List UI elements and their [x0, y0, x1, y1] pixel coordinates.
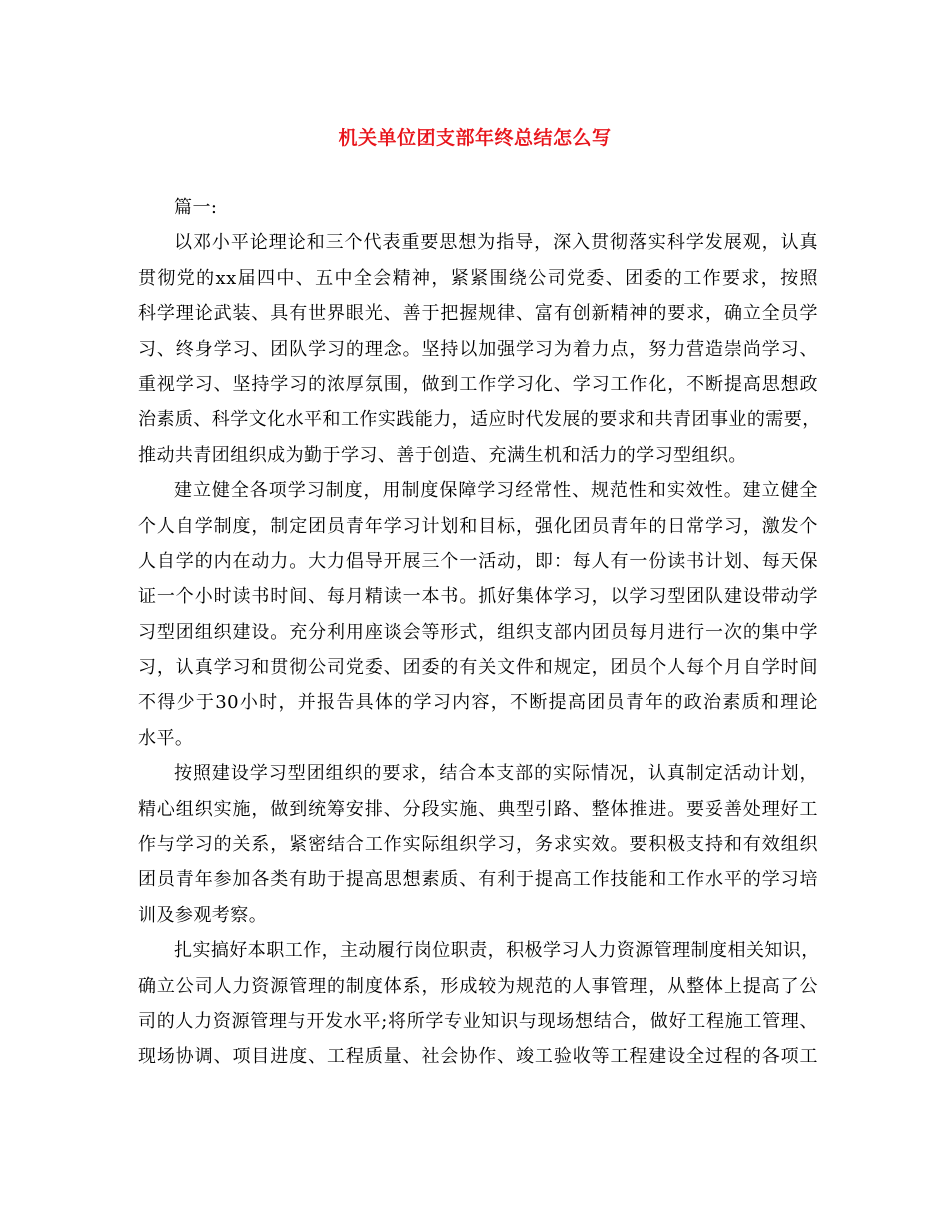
text-line: 重视学习、坚持学习的浓厚氛围，做到工作学习化、学习工作化，不断提高思想政 — [138, 373, 818, 395]
text-line: 贯彻党的xx届四中、五中全会精神，紧紧围绕公司党委、团委的工作要求，按照 — [138, 267, 818, 289]
text-line: 水平。 — [138, 727, 194, 749]
text-line: 不得少于30小时，并报告具体的学习内容，不断提高团员青年的政治素质和理论 — [138, 692, 818, 714]
text-line: 推动共青团组织成为勤于学习、善于创造、充满生机和活力的学习型组织。 — [138, 444, 747, 466]
text-line: 按照建设学习型团组织的要求，结合本支部的实际情况，认真制定活动计划， — [174, 763, 818, 785]
text-line: 扎实搞好本职工作，主动履行岗位职责，积极学习人力资源管理制度相关知识， — [174, 940, 820, 962]
text-line: 习型团组织建设。充分利用座谈会等形式，组织支部内团员每月进行一次的集中学 — [138, 621, 818, 643]
document-title: 机关单位团支部年终总结怎么写 — [338, 127, 612, 149]
text-line: 科学理论武装、具有世界眼光、善于把握规律、富有创新精神的要求，确立全员学 — [138, 303, 818, 325]
text-line: 训及参观考察。 — [138, 904, 268, 926]
text-line: 团员青年参加各类有助于提高思想素质、有利于提高工作技能和工作水平的学习培 — [138, 869, 818, 891]
text-line: 习，认真学习和贯彻公司党委、团委的有关文件和规定，团员个人每个月自学时间 — [138, 657, 818, 679]
text-line: 司的人力资源管理与开发水平;将所学专业知识与现场想结合，做好工程施工管理、 — [138, 1010, 818, 1032]
text-line: 确立公司人力资源管理的制度体系，形成较为规范的人事管理，从整体上提高了公 — [138, 975, 818, 997]
text-line: 现场协调、项目进度、工程质量、社会协作、竣工验收等工程建设全过程的各项工 — [138, 1046, 818, 1068]
text-line: 以邓小平论理论和三个代表重要思想为指导，深入贯彻落实科学发展观，认真 — [174, 232, 818, 254]
text-line: 作与学习的关系，紧密结合工作实际组织学习，务求实效。要积极支持和有效组织 — [138, 834, 818, 856]
text-line: 习、终身学习、团队学习的理念。坚持以加强学习为着力点，努力营造崇尚学习、 — [138, 338, 818, 360]
document-body — [138, 190, 821, 1075]
text-line: 个人自学制度，制定团员青年学习计划和目标，强化团员青年的日常学习，激发个 — [138, 515, 818, 537]
text-line: 篇一: — [174, 197, 218, 218]
text-line: 人自学的内在动力。大力倡导开展三个一活动，即：每人有一份读书计划、每天保 — [138, 550, 818, 572]
text-line: 精心组织实施，做到统筹安排、分段实施、典型引路、整体推进。要妥善处理好工 — [138, 798, 818, 820]
text-line: 证一个小时读书时间、每月精读一本书。抓好集体学习，以学习型团队建设带动学 — [138, 586, 818, 608]
text-line: 治素质、科学文化水平和工作实践能力，适应时代发展的要求和共青团事业的需要， — [138, 409, 821, 431]
text-line: 建立健全各项学习制度，用制度保障学习经常性、规范性和实效性。建立健全 — [174, 480, 818, 502]
